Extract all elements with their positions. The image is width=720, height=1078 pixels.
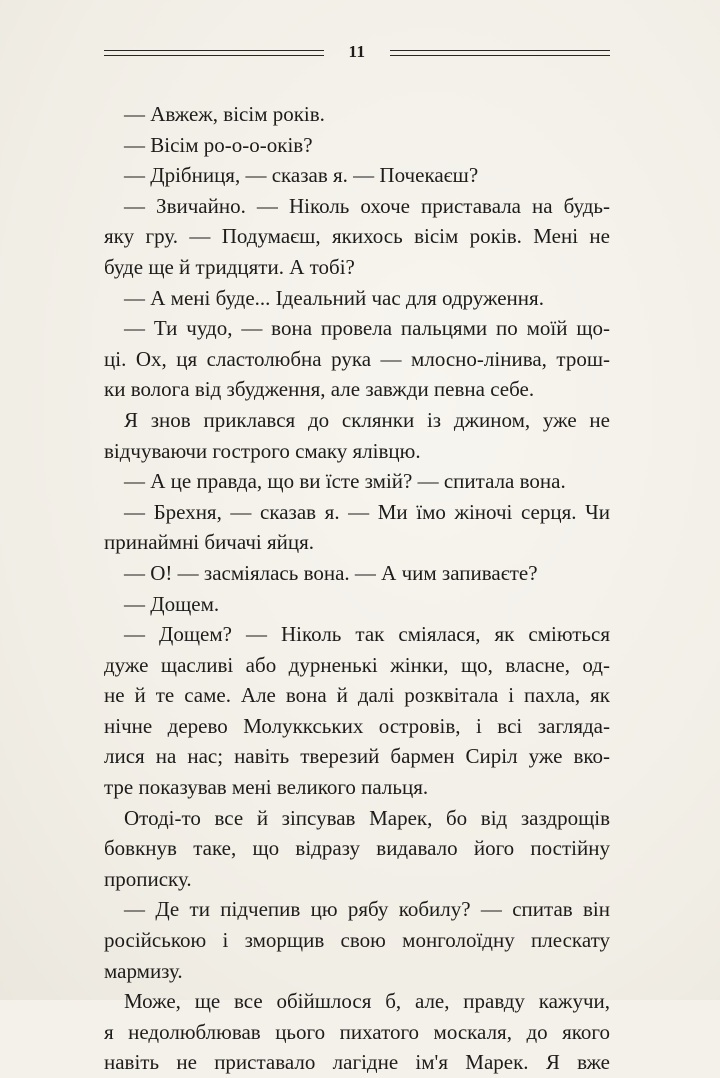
text-line: дуже щасливі або дурненькі жінки, що, власне, од- (104, 652, 610, 677)
text-line: лися на нас; навіть тверезий бармен Сиріл уже вко- (104, 744, 610, 769)
text-line: буде ще й тридцяти. А тобі? (104, 254, 355, 279)
text-line: принаймні бичачі яйця. (104, 530, 315, 555)
text-line: — Дощем. (124, 591, 220, 616)
text-line: Отоді-то все й зіпсував Марек, бо від заздрощів (124, 805, 610, 830)
text-line: Може, ще все обійшлося б, але, правду кажучи, (124, 989, 610, 1014)
text-line: тре показував мені великого пальця. (104, 775, 429, 800)
text-line: — Авжеж, вісім років. (124, 102, 325, 126)
text-line: — О! — засміялась вона. — А чим запиваєте? (124, 560, 538, 585)
text-line: відчуваючи гострого смаку ялівцю. (104, 438, 421, 463)
running-header (104, 44, 610, 68)
text-line: — Брехня, — сказав я. — Ми їмо жіночі серця. Чи (124, 499, 610, 524)
text-line: нічне дерево Молуккських островів, і всі заглядa- (104, 713, 610, 738)
text-line: навіть не приставало лагідне ім'я Марек. Я вже (104, 1050, 610, 1075)
header-rule-right (390, 50, 610, 56)
text-line: — Вісім ро-о-о-оків? (124, 132, 313, 157)
text-line: яку гру. — Подумаєш, якихось вісім років. Мені не (104, 224, 610, 249)
text-line: ки волога від збудження, але завжди певна себе. (104, 377, 535, 402)
text-line: я недолюблював цього пихатого москаля, до якого (104, 1019, 610, 1044)
text-line: бовкнув таке, що відразу видавало його постійну (104, 836, 610, 861)
text-line: російською і зморщив свою монголоїдну плескату (104, 928, 610, 953)
text-line: — А мені буде... Ідеальний час для одруження. (124, 285, 544, 310)
text-line: не й те саме. Але вона й далі розквітала і пахла, як (104, 683, 610, 708)
body-text (104, 99, 610, 1078)
text-line: — А це правда, що ви їсте змій? — спитала вона. (124, 469, 566, 494)
page-number: 11 (348, 42, 366, 61)
text-line: — Де ти підчепив цю рябу кобилу? — спитав він (124, 897, 610, 922)
text-line: прописку. (104, 866, 192, 891)
text-line: — Звичайно. — Ніколь охоче приставала на будь- (124, 193, 610, 218)
text-line: — Ти чудо, — вона провела пальцями по моїй що- (124, 316, 610, 341)
text-line: Я знов приклався до склянки із джином, уже не (124, 407, 610, 432)
text-line: — Дощем? — Ніколь так сміялася, як сміються (124, 622, 610, 647)
text-line: — Дрібниця, — сказав я. — Почекаєш? (124, 163, 479, 188)
text-line: ці. Ох, ця сластолюбна рука — млосно-лінива, трош- (104, 346, 610, 371)
text-line: мармизу. (104, 958, 183, 983)
